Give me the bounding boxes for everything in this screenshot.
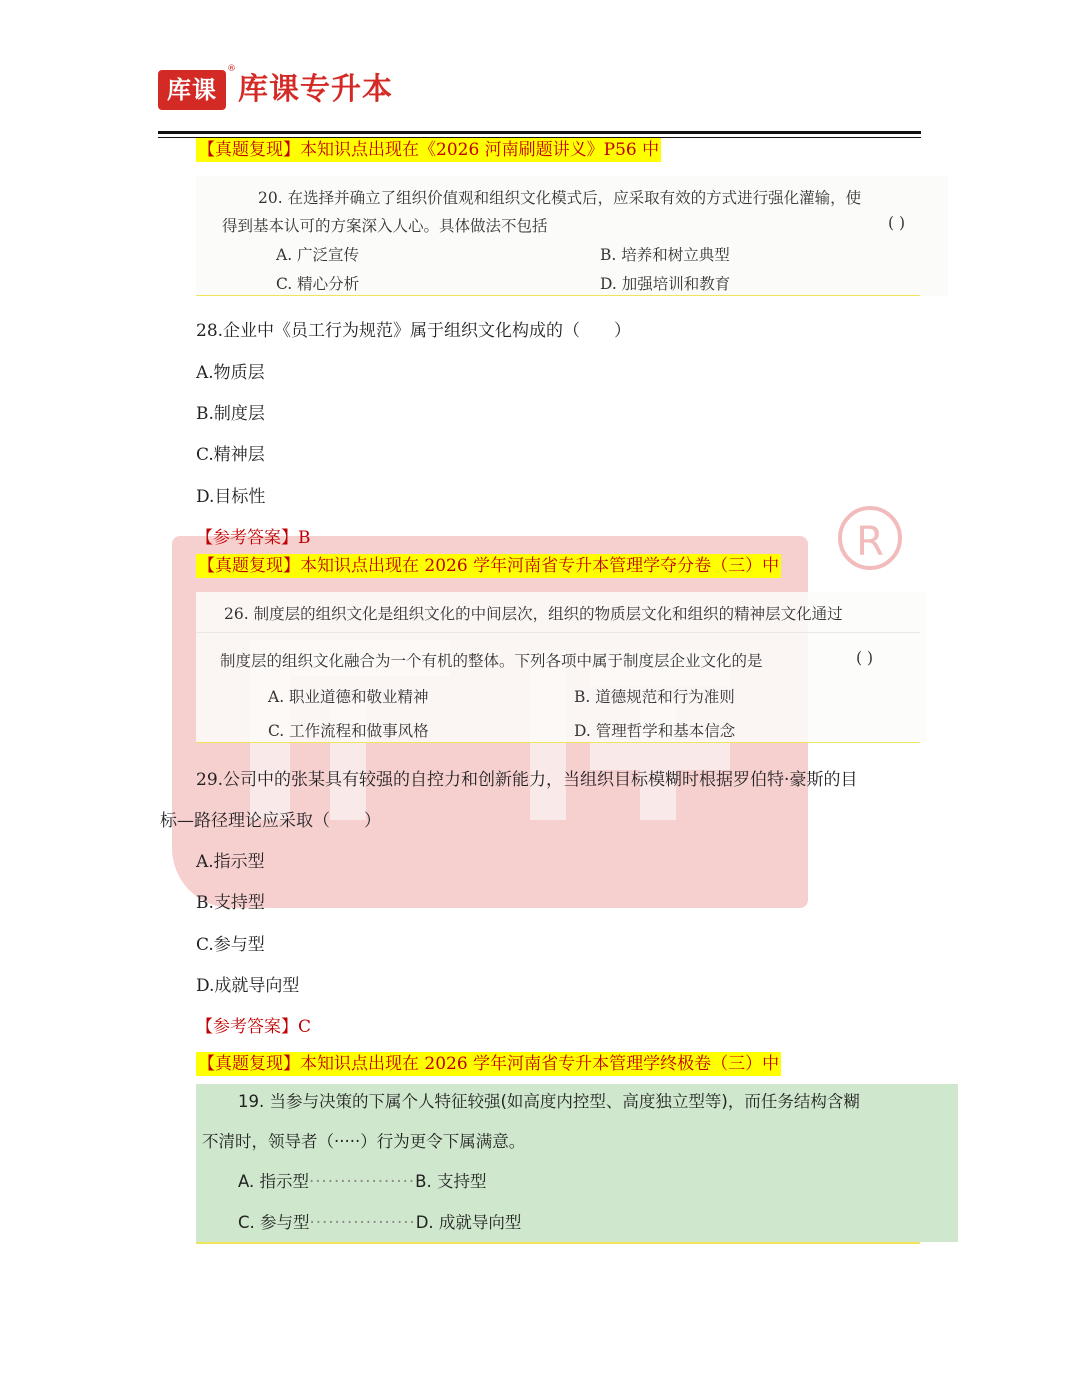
answer-label: 【参考答案】 <box>196 528 298 548</box>
option-c: C. 精心分析 <box>276 275 360 293</box>
scan-underline <box>196 295 920 296</box>
registered-mark: ® <box>227 64 236 74</box>
question-29-option-b: B.支持型 <box>196 893 265 913</box>
question-29-stem-line2: 标—路径理论应采取（ ） <box>160 811 381 831</box>
option-d: D. 成就导向型 <box>415 1213 522 1232</box>
option-d: D. 加强培训和教育 <box>600 275 731 293</box>
option-a: A. 指示型 <box>238 1172 309 1191</box>
scan-divider <box>196 632 920 633</box>
answer-28 <box>196 523 311 548</box>
scan-line: 19. 当参与决策的下属个人特征较强(如高度内控型、高度独立型等)，而任务结构含糊 <box>238 1092 860 1111</box>
question-28-option-a: A.物质层 <box>196 363 265 383</box>
source-note-label: 【真题复现】 <box>198 556 300 576</box>
question-29-option-c: C.参与型 <box>196 935 265 955</box>
option-b: B. 支持型 <box>415 1172 487 1191</box>
option-b: B. 培养和树立典型 <box>600 246 730 264</box>
question-28-stem: 28.企业中《员工行为规范》属于组织文化构成的（ ） <box>196 321 632 341</box>
option-c: C. 工作流程和做事风格 <box>268 722 429 740</box>
option-c: C. 参与型 <box>238 1213 310 1232</box>
brand-logo: 库课 <box>158 70 226 110</box>
watermark-registered-icon: R <box>838 506 902 570</box>
leader-dots: ················· <box>309 1172 416 1191</box>
source-note-text: 本知识点出现在《2026 河南刷题讲义》P56 中 <box>300 140 660 160</box>
scan-line: 20. 在选择并确立了组织价值观和组织文化模式后，应采取有效的方式进行强化灌输，使 <box>258 189 862 207</box>
scan-line: 不清时，领导者（·····）行为更令下属满意。 <box>202 1132 526 1151</box>
answer-value: B <box>298 528 311 548</box>
option-d: D. 管理哲学和基本信念 <box>574 722 736 740</box>
source-note-1 <box>196 138 661 162</box>
answer-paren: ( ) <box>856 649 874 667</box>
header-divider-thick <box>158 131 921 134</box>
scan-underline <box>196 1242 920 1244</box>
leader-dots: ················· <box>309 1213 416 1232</box>
source-note-label: 【真题复现】 <box>198 140 300 160</box>
question-28-option-b: B.制度层 <box>196 404 265 424</box>
answer-value: C <box>298 1017 312 1037</box>
question-28-option-d: D.目标性 <box>196 487 266 507</box>
option-row-ab <box>238 1168 486 1192</box>
source-note-3 <box>196 1052 781 1076</box>
question-29-option-a: A.指示型 <box>196 852 265 872</box>
option-row-cd <box>238 1209 521 1233</box>
scan-underline <box>196 742 920 743</box>
source-note-label: 【真题复现】 <box>198 1054 300 1074</box>
source-note-text: 本知识点出现在 2026 学年河南省专升本管理学终极卷（三）中 <box>300 1054 780 1074</box>
question-28-option-c: C.精神层 <box>196 445 265 465</box>
scan-line: 26. 制度层的组织文化是组织文化的中间层次，组织的物质层文化和组织的精神层文化通过 <box>224 605 843 623</box>
scan-line: 制度层的组织文化融合为一个有机的整体。下列各项中属于制度层企业文化的是 <box>220 652 763 670</box>
answer-label: 【参考答案】 <box>196 1017 298 1037</box>
scan-line: 得到基本认可的方案深入人心。具体做法不包括 <box>222 217 548 235</box>
question-29-option-d: D.成就导向型 <box>196 976 300 996</box>
option-b: B. 道德规范和行为准则 <box>574 688 735 706</box>
question-29-stem-line1: 29.公司中的张某具有较强的自控力和创新能力，当组织目标模糊时根据罗伯特·豪斯的目 <box>196 770 858 790</box>
answer-paren: ( ) <box>888 214 906 232</box>
source-note-2 <box>196 554 781 578</box>
answer-29 <box>196 1012 311 1037</box>
option-a: A. 职业道德和敬业精神 <box>268 688 429 706</box>
source-note-text: 本知识点出现在 2026 学年河南省专升本管理学夺分卷（三）中 <box>300 556 780 576</box>
option-a: A. 广泛宣传 <box>276 246 360 264</box>
brand-name: 库课专升本 <box>238 72 393 107</box>
